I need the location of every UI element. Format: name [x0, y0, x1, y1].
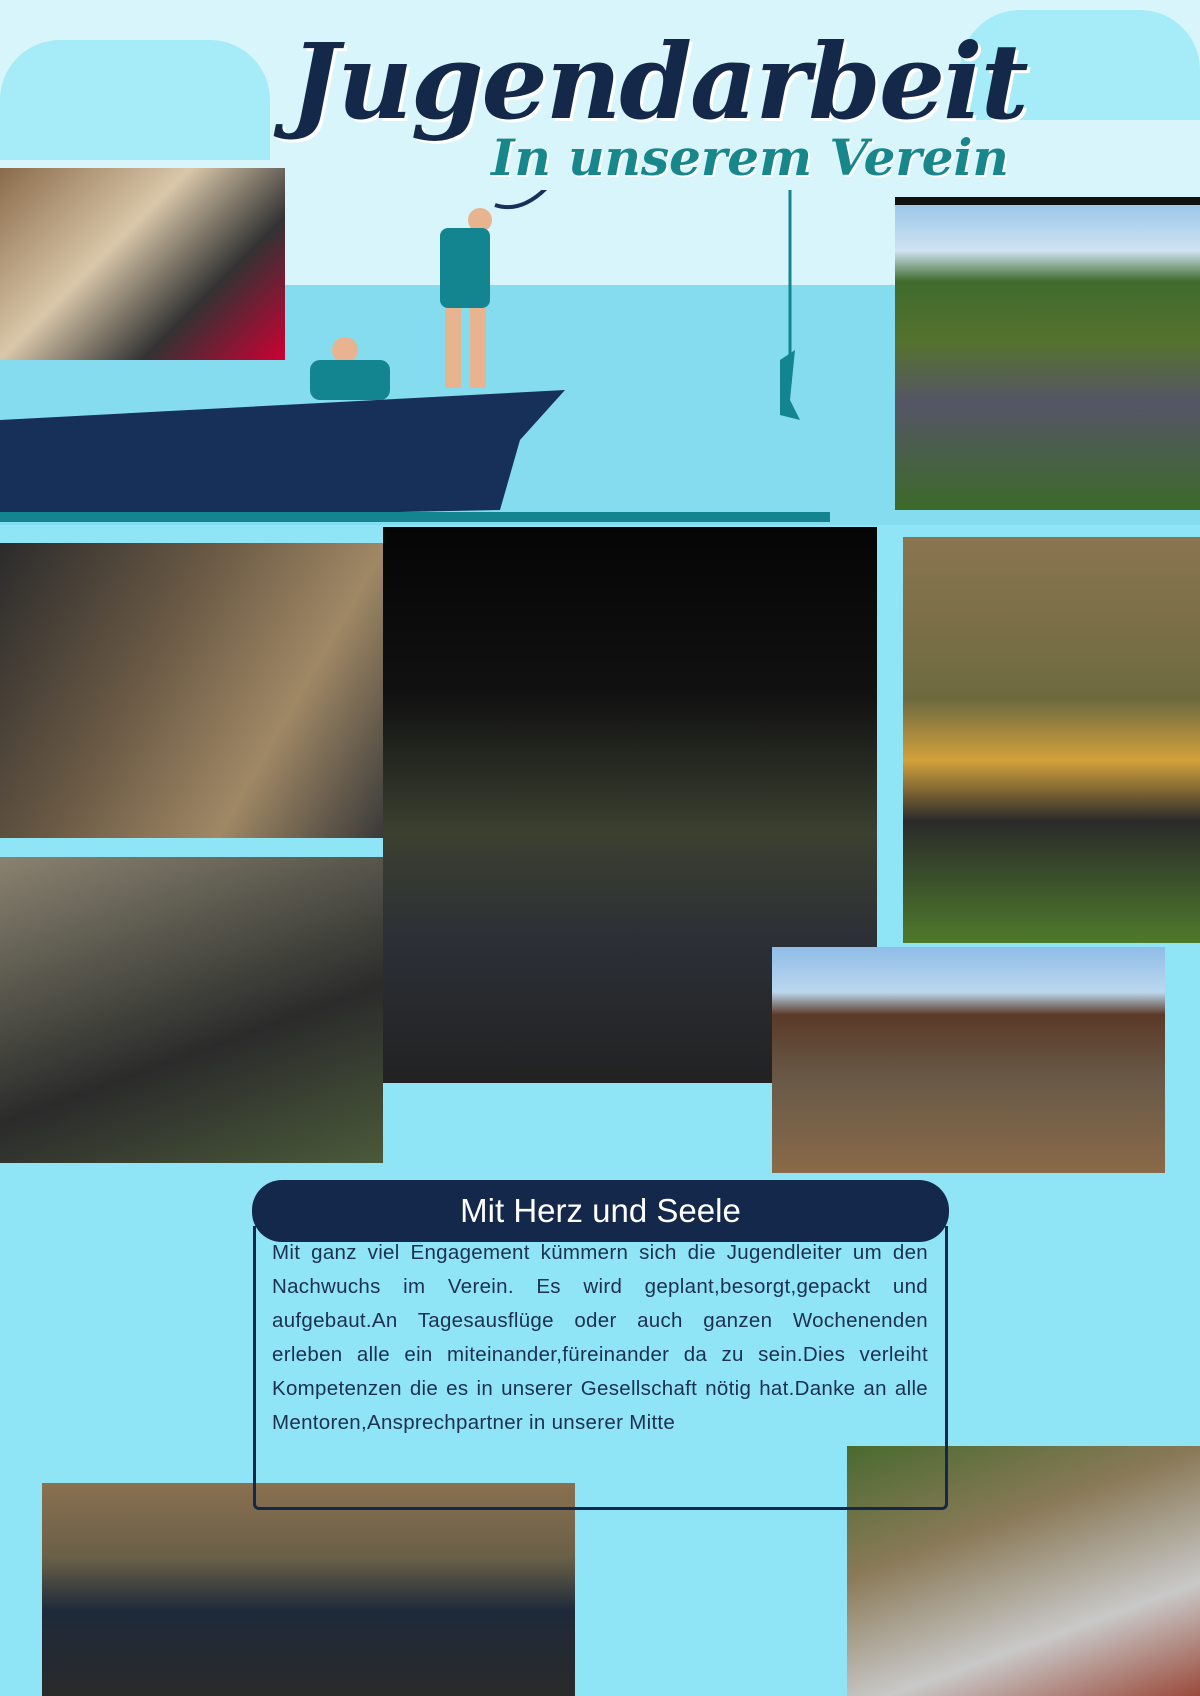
photo-carp-catch	[903, 537, 1200, 943]
photo-group-with-carp	[895, 197, 1200, 510]
fish-icon	[780, 350, 800, 420]
poster-title: Jugendarbeit	[290, 20, 1027, 143]
section-body-text: Mit ganz viel Engagement kümmern sich die Jugendleiter um den Nachwuchs im Verein. Es wird geplant,besorgt,gepackt und aufgebaut.An Tagesausflüge oder auch ganzen Wochenenden erleben alle ein miteinander,füreinander da zu sein.Dies verleiht Kompetenzen die es in unserer Gesellschaft nötig hat.Danke an alle Mentoren,Ansprechpartner in unserer Mitte	[272, 1241, 928, 1434]
photo-group-selfie	[0, 857, 383, 1163]
photo-club-house	[772, 947, 1165, 1173]
poster-subtitle: In unserem Verein	[491, 128, 1009, 187]
photo-group-outdoor	[42, 1483, 575, 1696]
section-heading: Mit Herz und Seele	[252, 1180, 949, 1242]
boat-icon	[0, 390, 565, 520]
photo-restaurant	[0, 168, 285, 360]
cloud	[0, 40, 270, 160]
photo-tent-camp	[0, 543, 383, 838]
